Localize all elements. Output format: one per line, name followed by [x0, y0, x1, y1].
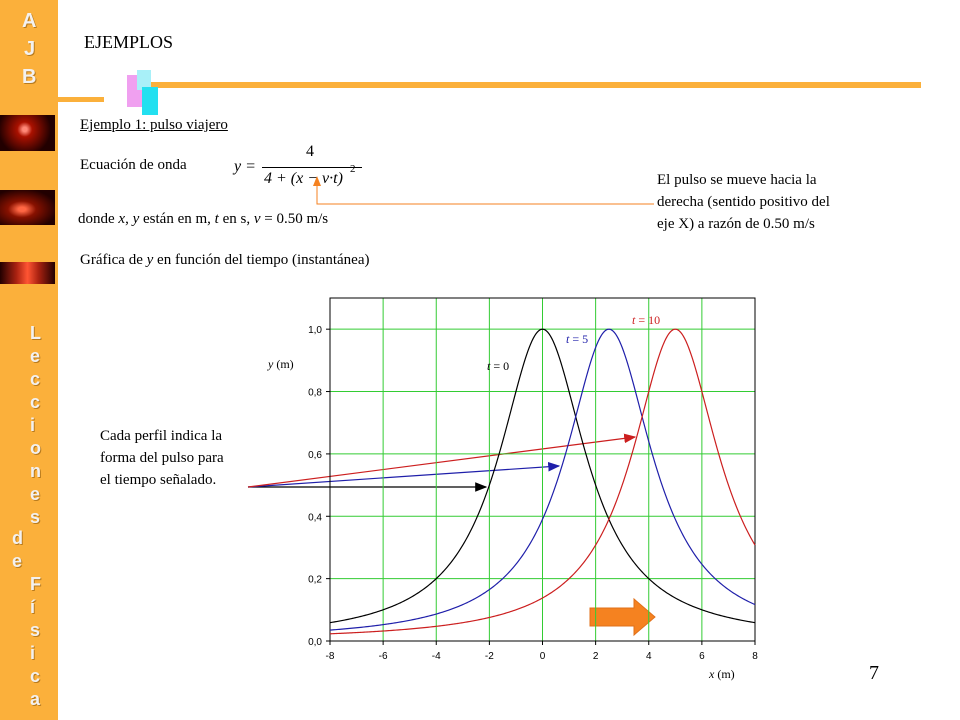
caption-part: en función del tiempo (instantánea) [153, 252, 370, 268]
y-tick-label: 1,0 [308, 325, 322, 337]
x-tick-label: -6 [378, 651, 388, 662]
x-tick-label: -2 [484, 651, 494, 662]
y-tick-label: 0,4 [308, 512, 322, 524]
sidebar-title-letter: s [30, 620, 41, 640]
x-tick-label: 6 [699, 651, 705, 662]
sidebar-title-letter: L [30, 323, 41, 343]
x-axis-label: x (m) [709, 667, 735, 681]
y-tick-label: 0,6 [308, 449, 322, 461]
callout-left-line: el tiempo señalado. [100, 472, 217, 488]
x-tick-label: 8 [752, 651, 758, 662]
y-tick-label: 0,0 [308, 637, 322, 648]
equation-lhs: y = [234, 158, 256, 175]
x-tick-label: 2 [592, 651, 599, 662]
sidebar-title-letter: i [30, 415, 36, 435]
logo-letter: B [22, 66, 37, 88]
example-title: Ejemplo 1: pulso viajero [80, 117, 228, 133]
x-tick-label: -4 [431, 651, 441, 662]
equation-exponent: 2 [350, 163, 356, 175]
where-text-part: en s, [218, 211, 254, 227]
y-axis-label: y (m) [268, 357, 294, 371]
y-tick-label: 0,2 [308, 574, 322, 586]
sidebar-title-letter: í [30, 597, 36, 617]
equation-label: Ecuación de onda [80, 157, 187, 173]
sidebar-title-letter: d [12, 528, 23, 548]
series-label: t = 10 [632, 313, 661, 327]
sidebar-title-letter: a [30, 689, 41, 709]
sidebar-title-letter: e [12, 551, 23, 571]
callout-right-connector [317, 181, 654, 204]
series-label: t = 0 [487, 359, 510, 373]
sidebar-title-letter: e [30, 346, 41, 366]
equation-denominator: 4 + (x − v·t) [264, 170, 343, 187]
logo-letter: A [22, 10, 37, 32]
caption-var-y: y [146, 252, 154, 268]
callout-left-line: Cada perfil indica la [100, 428, 223, 444]
x-tick-label: -8 [325, 651, 335, 662]
where-var-x: x [118, 211, 126, 227]
sidebar-title-letter: c [30, 666, 41, 686]
callout-right-line: derecha (sentido positivo del [657, 194, 830, 210]
page-number: 7 [869, 662, 879, 684]
where-var-t: t [214, 211, 219, 227]
sidebar-title-letter: i [30, 643, 36, 663]
y-tick-label: 0,8 [308, 387, 322, 399]
where-text-part: = 0.50 m/s [260, 211, 329, 227]
x-tick-label: 0 [539, 651, 546, 662]
sidebar-title-letter: F [30, 574, 41, 594]
where-text-part: están en m, [139, 211, 215, 227]
sidebar-title-letter: n [30, 461, 41, 481]
callout-right-line: El pulso se mueve hacia la [657, 172, 817, 188]
arrow-to-t5 [248, 466, 559, 487]
sidebar-title-letter: e [30, 484, 41, 504]
sidebar-title-letter: c [30, 369, 41, 389]
page-title: EJEMPLOS [84, 32, 174, 52]
where-var-v: v [253, 211, 261, 227]
direction-arrow [590, 599, 655, 635]
sidebar-title-letter: s [30, 507, 41, 527]
sidebar-title-letter: o [30, 438, 41, 458]
series-label: t = 5 [566, 332, 589, 346]
sidebar-title-letter: c [30, 392, 41, 412]
callout-right-line: eje X) a razón de 0.50 m/s [657, 216, 815, 232]
callout-left-line: forma del pulso para [100, 450, 224, 466]
caption-part: Gráfica de [80, 252, 147, 268]
equation-numerator: 4 [306, 143, 314, 160]
x-tick-label: 4 [645, 651, 652, 662]
where-text-part: , [125, 211, 133, 227]
arrow-to-t10 [248, 437, 635, 487]
where-text-part: donde [78, 211, 119, 227]
logo-letter: J [24, 38, 36, 60]
where-var-y: y [132, 211, 140, 227]
